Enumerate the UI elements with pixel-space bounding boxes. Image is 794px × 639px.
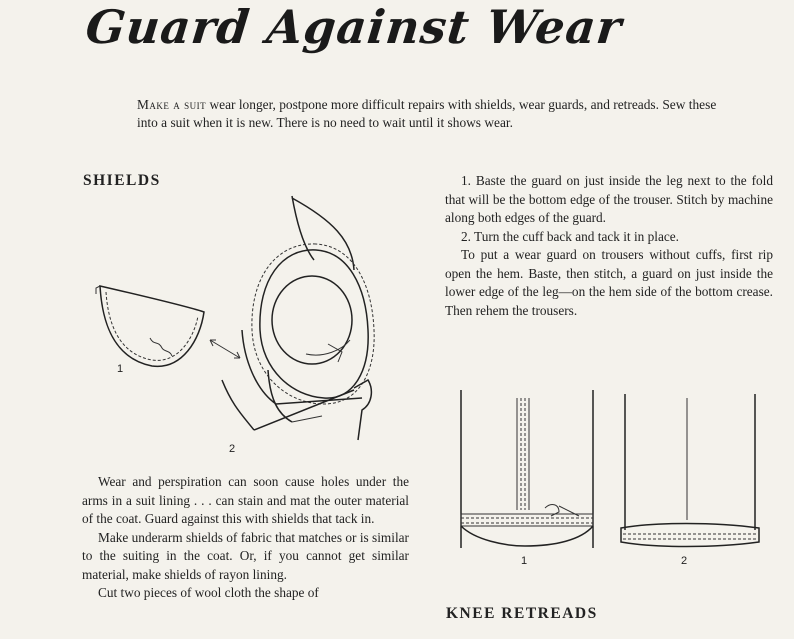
- wear-guard-step-1: 1. Baste the guard on just inside the leg next to the fold that will be the bottom edge of the trouser. Stitch by machine along both edges of the guard.: [445, 173, 773, 225]
- trouser-figure-label-2: 2: [681, 555, 688, 567]
- shields-heading: SHIELDS: [83, 172, 161, 189]
- coat-underarm-drawing: [222, 196, 374, 440]
- knee-retreads-heading: KNEE RETREADS: [446, 605, 598, 622]
- shields-figure-label-2: 2: [229, 443, 236, 455]
- wear-guard-step-2: 2. Turn the cuff back and tack it in place.: [461, 228, 679, 244]
- shields-paragraph: Make underarm shields of fabric that matches or is similar to the suiting in the coat. Or, if you cannot get similar material, make shields of rayon lining.: [82, 529, 409, 582]
- arrow-icon: [210, 340, 240, 358]
- intro-paragraph: [137, 96, 723, 132]
- trouser-leg-without-cuff-drawing: [621, 394, 759, 547]
- shields-text-column: [82, 473, 409, 603]
- trouser-leg-with-cuff-drawing: [461, 390, 593, 548]
- shield-piece-drawing: [96, 286, 204, 366]
- intro-text: wear longer, postpone more difficult repairs with shields, wear guards, and retreads. Sew these into a suit when it is new. There is no need to wait until it shows wear.: [137, 97, 717, 130]
- trouser-figure-label-1: 1: [521, 555, 528, 567]
- shields-illustration: [92, 190, 392, 460]
- trouser-leg-illustration: [455, 390, 775, 575]
- shields-figure-label-1: 1: [117, 363, 124, 375]
- shields-paragraph: Cut two pieces of wool cloth the shape of: [98, 585, 319, 600]
- wear-guard-no-cuffs-paragraph: To put a wear guard on trousers without cuffs, first rip open the hem. Baste, then stitch, a guard on just inside the lower edge of the leg—on the hem side of the bottom crease. Then rehem the trousers.: [445, 247, 773, 318]
- intro-lead: Make a suit: [137, 97, 207, 112]
- page-title: Guard Against Wear: [83, 0, 625, 54]
- shields-paragraph: Wear and perspiration can soon cause holes under the arms in a suit lining . . . can stain and mat the outer material of the coat. Guard against this with shields that tack in.: [82, 474, 409, 526]
- wear-guard-text-column: [445, 172, 773, 320]
